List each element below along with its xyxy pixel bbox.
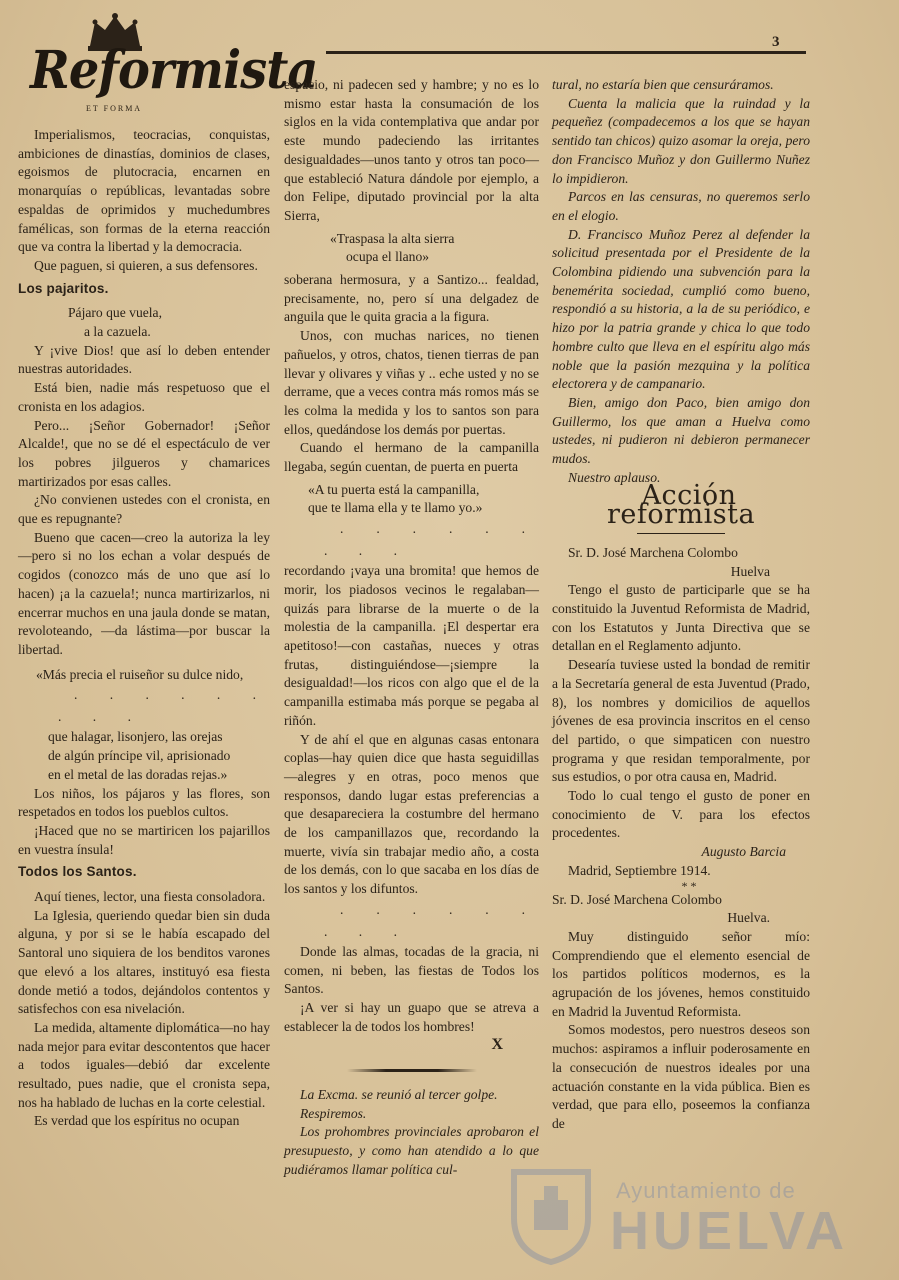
paragraph: espacio, ni padecen sed y hambre; y no es lo mismo estar hasta la consumación de los siglos en la vida contemplativa que andar por este mundo padeciendo las irritantes desigualdades—unos tanto y otros tan poco—que estableció Natura dándole por ejemplo, a don Felipe, diputado provincial por la alta Sierra, <box>284 77 539 223</box>
paragraph: Está bien, nadie más respetuoso que el cronista en los adagios. <box>18 380 270 414</box>
ellipsis-row: . . . . . . . . . <box>324 901 539 939</box>
paragraph: La Excma. se reunió al tercer golpe. <box>300 1087 498 1103</box>
paragraph: Muy distinguido señor mío: Comprendiendo que el elemento esencial de los partidos políticos modernos, es la agrupación de los jóvenes, hemos constituido en Madrid la Juventud Reformista. <box>552 928 810 1019</box>
paragraph: La medida, altamente diplomática—no hay nada mejor para evitar descontentos que hacer a todos iguales—debió dar excelente resultado, pues nadie, que el cronista sepa, nos ha hablado de luchas en la corte celestial. <box>18 1019 270 1110</box>
dateline: Madrid, Septiembre 1914. <box>568 862 711 878</box>
verse-line: Pájaro que vuela, <box>68 305 162 321</box>
paragraph: Cuenta la malicia que la ruindad y la pequeñez (compadecemos a los que se hayan sentido tan chicos) quizo asomar la oreja, pero don Francisco Muñoz y don Guillermo Nuñez lo impidieron. <box>552 95 810 186</box>
paragraph: Los prohombres provinciales aprobaron el presupuesto, y como han atendido a lo que pudiéramos llamar política cul- <box>284 1124 539 1177</box>
verse-line: que te llama ella y te llamo yo.» <box>308 500 483 516</box>
paragraph: soberana hermosura, y a Santizo... fealdad, precisamente, no, pero sí una delgadez de anguila que le quita gracia a la figura. <box>284 272 539 325</box>
watermark-big-text: HUELVA <box>610 1201 848 1261</box>
ornament-rule <box>347 1069 477 1072</box>
paragraph: La Iglesia, queriendo quedar bien sin duda alguna, y por si se le había escapado del Santoral uno siquiera de los benditos varones que elevó a los altares, instituyó esa fiesta donde metió a todos, dejándolos contentos y satisfechos con esa nivelación. <box>18 907 270 1017</box>
paragraph: Cuando el hermano de la campanilla llegaba, según cuentan, de puerta en puerta <box>284 440 539 475</box>
verse-line: que halagar, lisonjero, las orejas <box>48 729 223 745</box>
verse-line: ocupa el llano» <box>346 249 430 265</box>
paragraph: Que paguen, si quieren, a sus defensores. <box>34 257 258 273</box>
section-end-mark: X <box>491 1036 503 1054</box>
section-heading-pajaritos: Los pajaritos. <box>18 280 109 296</box>
ellipsis-row: . . . . . . . . . <box>58 687 270 725</box>
paragraph: Bien, amigo don Paco, bien amigo don Guillermo, los que aman a Huelva como ustedes, ni pudieron ni debieron permanecer mudos. <box>552 394 810 467</box>
paragraph: D. Francisco Muñoz Perez al defender la solicitud presentada por el Presidente de la Colombina pidiendo una subvención para la benemérita sociedad, cumplió como bueno, respondió a su historia, a la de su periódico, e hizo por la patria grande y chica lo que todo hombre culto que lleva en el espíritu algo más noble que la pasión mezquina y la política electorera y de campanario. <box>552 226 810 392</box>
watermark-small-text: Ayuntamiento de <box>616 1178 796 1203</box>
column-1 <box>18 126 270 1131</box>
paragraph: tural, no estaría bien que censuráramos. <box>552 77 774 92</box>
page-number: 3 <box>772 34 780 50</box>
section-heading-todos-los-santos: Todos los Santos. <box>18 864 137 880</box>
verse-line: en el metal de las doradas rejas.» <box>48 766 228 782</box>
paragraph: Aquí tienes, lector, una fiesta consoladora. <box>34 889 266 905</box>
verse-line: «Más precia el ruiseñor su dulce nido, <box>36 666 244 682</box>
paragraph: Somos modestos, pero nuestros deseos son muchos: aspiramos a influir poderosamente en la consecución de nuestros ideales por una actuación constante en la vida pública. Bien es verdad, que para ello, poseemos la confianza de <box>552 1022 810 1131</box>
verse-line: «Traspasa la alta sierra <box>330 230 455 246</box>
paragraph: Y ¡vive Dios! que así lo deben entender nuestras autoridades. <box>18 342 270 377</box>
logo-text: Reformista <box>30 40 318 101</box>
paragraph: Pero... ¡Señor Gobernador! ¡Señor Alcalde!, que no se dé el espectáculo de ver los pobres jilgueros y chamarices martirizados por esas calles. <box>18 417 270 489</box>
paragraph: Los niños, los pájaros y las flores, son respetados en todos los pueblos cultos. <box>18 785 270 820</box>
addressee-city: Huelva <box>730 563 770 579</box>
article-title: Acción reformista <box>606 480 756 531</box>
verse-line: a la cazuela. <box>84 324 151 340</box>
addressee: Sr. D. José Marchena Colombo <box>568 544 738 560</box>
ellipsis-row: . . . . . . . . . <box>324 521 539 559</box>
archive-watermark <box>498 1148 848 1273</box>
paragraph: Parcos en las censuras, no queremos serlo en el elogio. <box>552 189 810 223</box>
paragraph: Todo lo cual tengo el gusto de poner en conocimiento de V. para los efectos procedentes. <box>552 788 810 841</box>
paragraph: ¿No convienen ustedes con el cronista, en que es repugnante? <box>18 492 270 527</box>
verse-line: de algún príncipe vil, aprisionado <box>48 748 231 764</box>
addressee-city: Huelva. <box>727 910 770 926</box>
paragraph: Es verdad que los espíritus no ocupan <box>34 1113 240 1129</box>
paragraph: Respiremos. <box>300 1105 367 1121</box>
paragraph: ¡Haced que no se martiricen los pajarillos en vuestra ínsula! <box>18 822 270 857</box>
paragraph: recordando ¡vaya una bromita! que hemos de morir, los piadosos vecinos le regalaban—quizás para librarse de la muerte o de la molestia de la campanilla. ¡El despertar era apetitoso!—con castañas, nueces y otras frutas, distinguiéndose—¡siempre la desigualdad!—los ricos con algo que el de la campanilla estimaba más porque se pegaba al riñón. <box>284 563 539 728</box>
paragraph: Nuestro aplauso. <box>568 469 661 485</box>
paragraph: Donde las almas, tocadas de la gracia, ni comen, ni beben, las fiestas de Todos los Santos. <box>284 943 539 997</box>
title-rule <box>637 533 725 534</box>
paragraph: Tengo el gusto de participarle que se ha constituido la Juventud Reformista de Madrid, con los Estatutos y Junta Directiva que se detallan en el Reglamento adjunto. <box>552 582 810 654</box>
shield-icon <box>508 1166 594 1266</box>
logo-motto: ET FORMA <box>86 104 143 113</box>
signature: Augusto Barcia <box>701 844 786 860</box>
column-3 <box>552 76 810 1134</box>
paragraph: Y de ahí el que en algunas casas entonara coplas—hay quien dice que hasta seguidillas—alegres y en otras, poco menos que responsos, dando lugar estas preferencias a que desapareciera la costumbre del hermano de los campanillazos que, recordando la muerte, vivía sin trabajar medio año, a costa de los demás, con lo que sacaba en los días de los santos y los difuntos. <box>284 731 539 897</box>
masthead <box>30 12 318 124</box>
paragraph: Unos, con muchas narices, no tienen pañuelos, y otros, chatos, tienen tierras de pan llevar y olivares y viñas y .. eche usted y no se derrame, que a veces contra más romos más se les colma la medida y los to santos son para ellos, quedándose los demás por puertas. <box>284 328 539 437</box>
addressee: Sr. D. José Marchena Colombo <box>552 891 722 907</box>
paragraph: Imperialismos, teocracias, conquistas, ambiciones de dinastías, dominios de clases, egoismos de plutocracia, encarnen en monarquías o repúblicas, levantadas sobre espaldas de oprimidos y muchedumbres famélicas, son formas de la eterna reacción que va contra la libertad y la democracia. <box>18 127 270 255</box>
verse-line: «A tu puerta está la campanilla, <box>308 481 480 497</box>
paragraph: Desearía tuviese usted la bondad de remitir a la Secretaría general de esta Juventud (Prado, 8), los nombres y domicilios de aquellos jóvenes de esa provincia inscritos en el censo del partido, o que simpaticen con nuestro programa y que residan temporalmente, por sus estudios, o por otra causa en, Madrid. <box>552 657 810 785</box>
asterism: * * <box>681 878 697 893</box>
paragraph: ¡A ver si hay un guapo que se atreva a establecer la de todos los hombres! <box>284 999 539 1034</box>
header-rule <box>326 51 806 54</box>
column-2 <box>284 76 539 1180</box>
paragraph: Bueno que cacen—creo la autoriza la ley—pero si no los echan a volar después de cogidos (conozco más de uno que así lo hacen) ¡a la cazuela!; nunca martirizarlos, ni encerrar muchos en una jaula donde se matan, revoloteando, —da lástima—por buscar la libertad. <box>18 529 270 657</box>
